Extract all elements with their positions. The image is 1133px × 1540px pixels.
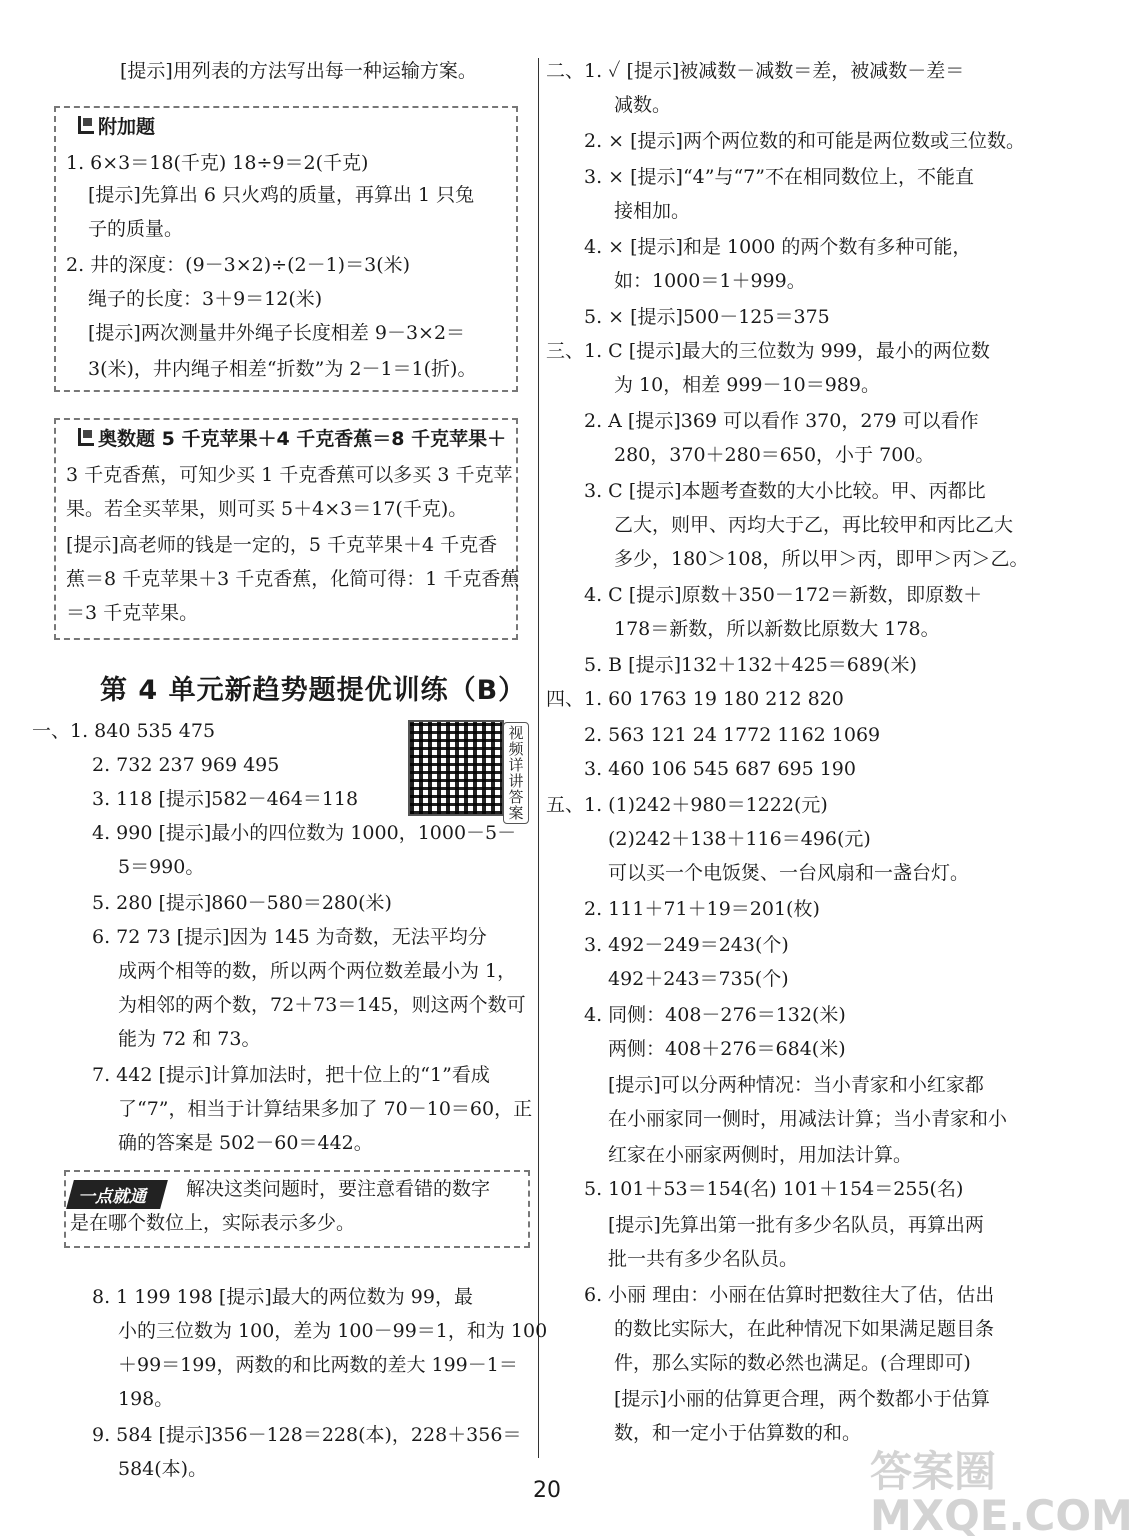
answer-line: 能为 72 和 73。 [118, 1028, 261, 1050]
answer-line: 198。 [118, 1388, 174, 1410]
answer-line: 子的质量。 [88, 218, 184, 240]
qr-label: 视频详讲答案 [503, 722, 529, 824]
answer-line: 1. 6×3＝18(千克) 18÷9＝2(千克) [66, 152, 369, 174]
answer-line: 4. × [提示]和是 1000 的两个数有多种可能， [584, 236, 972, 258]
answer-line: [提示]小丽的估算更合理，两个数都小于估算 [614, 1388, 990, 1410]
answer-line: [提示]可以分两种情况：当小青家和小红家都 [608, 1074, 984, 1096]
answer-line: 的数比实际大，在此种情况下如果满足题目条 [614, 1318, 995, 1340]
answer-line: 3. 460 106 545 687 695 190 [584, 758, 856, 780]
answer-line: [提示]先算出第一批有多少名队员，再算出两 [608, 1214, 984, 1236]
answer-line: 了“7”，相当于计算结果多加了 70－10＝60，正 [118, 1098, 533, 1120]
tip-badge: 一点就通 [66, 1180, 168, 1209]
answer-line: 件，那么实际的数必然也满足。(合理即可) [614, 1352, 971, 1374]
answer-line: 584(本)。 [118, 1458, 208, 1480]
answer-line: 乙大，则甲、丙均大于乙，再比较甲和丙比乙大 [614, 514, 1014, 536]
answer-line: 是在哪个数位上，实际表示多少。 [70, 1212, 356, 1234]
answer-line: 8. 1 199 198 [提示]最大的两位数为 99，最 [92, 1286, 473, 1308]
answer-line: 为 10，相差 999－10＝989。 [614, 374, 880, 396]
answer-line: 解决这类问题时，要注意看错的数字 [186, 1178, 491, 1200]
answer-line: 7. 442 [提示]计算加法时，把十位上的“1”看成 [92, 1064, 490, 1086]
answer-line: 在小丽家同一侧时，用减法计算；当小青家和小 [608, 1108, 1008, 1130]
answer-line: 2. 井的深度：(9－3×2)÷(2－1)＝3(米) [66, 254, 411, 276]
answer-line: 附加题 [78, 112, 155, 142]
answer-line: 批一共有多少名队员。 [608, 1248, 799, 1270]
answer-line: 红家在小丽家两侧时，用加法计算。 [608, 1144, 913, 1166]
answer-line: 接相加。 [614, 200, 691, 222]
answer-line: 确的答案是 502－60＝442。 [118, 1132, 373, 1154]
answer-line: 280，370＋280＝650，小于 700。 [614, 444, 935, 466]
answer-line: 两侧：408＋276＝684(米) [608, 1038, 846, 1060]
answer-line: 五、1. (1)242＋980＝1222(元) [546, 794, 828, 816]
answer-line: 4. 990 [提示]最小的四位数为 1000，1000－5－ [92, 822, 517, 844]
answer-line: 3 千克香蕉，可知少买 1 千克香蕉可以多买 3 千克苹 [66, 464, 513, 486]
qr-code-icon[interactable] [408, 720, 504, 816]
answer-line: 果。若全买苹果，则可买 5＋4×3＝17(千克)。 [66, 498, 468, 520]
answer-line: 5. 280 [提示]860－580＝280(米) [92, 892, 392, 914]
answer-line: 6. 72 73 [提示]因为 145 为奇数，无法平均分 [92, 926, 487, 948]
answer-line: 为相邻的两个数，72＋73＝145，则这两个数可 [118, 994, 526, 1016]
answer-line: [提示]先算出 6 只火鸡的质量，再算出 1 只兔 [88, 184, 475, 206]
answer-line: 三、1. C [提示]最大的三位数为 999，最小的两位数 [546, 340, 990, 362]
answer-line: 成两个相等的数，所以两个两位数差最小为 1， [118, 960, 517, 982]
answer-line: 如：1000＝1＋999。 [614, 270, 806, 292]
watermark: 答案圈 MXQE.COM [870, 1447, 1133, 1540]
answer-line: 四、1. 60 1763 19 180 212 820 [546, 688, 844, 710]
answer-line: [提示]用列表的方法写出每一种运输方案。 [120, 60, 477, 82]
answer-line: 减数。 [614, 94, 672, 116]
answer-line: 9. 584 [提示]356－128＝228(本)，228＋356＝ [92, 1424, 522, 1446]
answer-line: 2. × [提示]两个两位数的和可能是两位数或三位数。 [584, 130, 1025, 152]
answer-line: 绳子的长度：3＋9＝12(米) [88, 288, 323, 310]
answer-line: [提示]高老师的钱是一定的，5 千克苹果＋4 千克香 [66, 534, 498, 556]
answer-line: 3. 492－249＝243(个) [584, 934, 789, 956]
answer-line: 小的三位数为 100，差为 100－99＝1，和为 100 [118, 1320, 548, 1342]
answer-line: 多少，180＞108，所以甲＞丙，即甲＞丙＞乙。 [614, 548, 1029, 570]
answer-line: 二、1. ✓ [提示]被减数－减数＝差，被减数－差＝ [546, 60, 965, 82]
answer-line: 数，和一定小于估算数的和。 [614, 1422, 862, 1444]
section-heading: 第 4 单元新趋势题提优训练（B） [100, 675, 527, 706]
answer-line: 一、1. 840 535 475 [32, 720, 216, 742]
answer-line: 4. 同侧：408－276＝132(米) [584, 1004, 846, 1026]
answer-line: 5. 101＋53＝154(名) 101＋154＝255(名) [584, 1178, 964, 1200]
answer-line: ＋99＝199，两数的和比两数的差大 199－1＝ [118, 1354, 518, 1376]
answer-line: 蕉＝8 千克苹果＋3 千克香蕉，化简可得：1 千克香蕉 [66, 568, 520, 590]
answer-line: 178＝新数，所以新数比原数大 178。 [614, 618, 940, 640]
answer-line: 可以买一个电饭煲、一台风扇和一盏台灯。 [608, 862, 970, 884]
page-number: 20 [533, 1478, 561, 1503]
answer-line: 3. × [提示]“4”与“7”不在相同数位上，不能直 [584, 166, 974, 188]
answer-line: 2. 732 237 969 495 [92, 754, 280, 776]
answer-line: 492＋243＝735(个) [608, 968, 789, 990]
section-flag-icon [78, 116, 94, 134]
answer-line: 6. 小丽 理由：小丽在估算时把数往大了估，估出 [584, 1284, 995, 1306]
answer-line: ＝3 千克苹果。 [66, 602, 199, 624]
section-flag-icon [78, 428, 94, 446]
answer-line: 2. A [提示]369 可以看作 370，279 可以看作 [584, 410, 979, 432]
answer-line: 2. 563 121 24 1772 1162 1069 [584, 724, 881, 746]
answer-line: 4. C [提示]原数＋350－172＝新数，即原数＋ [584, 584, 983, 606]
answer-line: 3(米)，井内绳子相差“折数”为 2－1＝1(折)。 [88, 358, 477, 380]
answer-line: (2)242＋138＋116＝496(元) [608, 828, 871, 850]
answer-line: 奥数题 5 千克苹果＋4 千克香蕉＝8 千克苹果＋ [78, 424, 506, 454]
answer-line: 5. × [提示]500－125＝375 [584, 306, 830, 328]
column-divider [538, 58, 539, 1458]
answer-line: 3. 118 [提示]582－464＝118 [92, 788, 359, 810]
answer-line: 3. C [提示]本题考查数的大小比较。甲、丙都比 [584, 480, 986, 502]
answer-line: 5＝990。 [118, 856, 205, 878]
answer-line: 2. 111＋71＋19＝201(枚) [584, 898, 820, 920]
answer-line: 5. B [提示]132＋132＋425＝689(米) [584, 654, 917, 676]
answer-line: [提示]两次测量井外绳子长度相差 9－3×2＝ [88, 322, 466, 344]
